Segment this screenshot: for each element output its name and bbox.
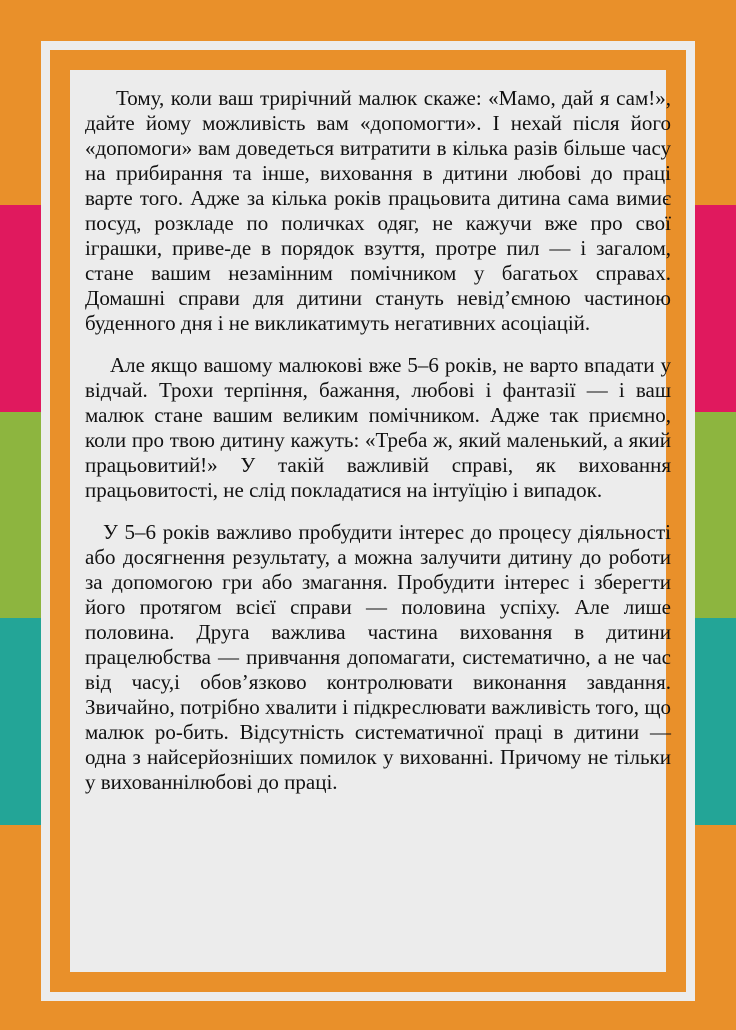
paragraph-2: Але якщо вашому малюкові вже 5–6 років, не варто впадати у відчай. Трохи терпіння, бажання, любові і фантазії — і ваш малюк стане вашим великим помічником. Адже так приємно, коли про твою дитину кажуть: «Треба ж, який маленький, а який працьовитий!» У такій важливій справі, як виховання працьовитості, не слід покладатися на інтуїцію і випадок.: [85, 353, 671, 502]
article-body: [85, 86, 671, 812]
page-frame: [41, 41, 695, 1001]
paragraph-3: У 5–6 років важливо пробудити інтерес до процесу діяльності або досягнення результату, а можна залучити дитину до роботи за допомогою гри або змагання. Пробудити інтерес і зберегти його протягом всієї справи — половина успіху. Але лише половина. Друга важлива частина виховання в дитини працелюбства — привчання допомагати, систематично, а не час від часу,і обов’язково контролювати виконання завдання. Звичайно, потрібно хвалити і підкреслювати важливість того, що малюк ро-бить. Відсутність систематичної праці в дитини — одна з найсерйозніших помилок у вихованні. Причому не тільки у вихованнілюбові до праці.: [85, 520, 671, 794]
text-panel: [70, 70, 671, 972]
paragraph-1: Тому, коли ваш трирічний малюк скаже: «Мамо, дай я сам!», дайте йому можливість вам «допомогти». І нехай після його «допомоги» вам доведеться витратити в кілька разів більше часу на прибирання та інше, виховання в дитини любові до праці варте того. Адже за кілька років працьовита дитина сама вимиє посуд, розкладе по поличках одяг, не кажучи вже про свої іграшки, приве-де в порядок взуття, протре пил — і загалом, стане вашим незамінним помічником у багатьох справах. Домашні справи для дитини стануть невід’ємною частиною буденного дня і не викликатимуть негативних асоціацій.: [85, 86, 671, 335]
